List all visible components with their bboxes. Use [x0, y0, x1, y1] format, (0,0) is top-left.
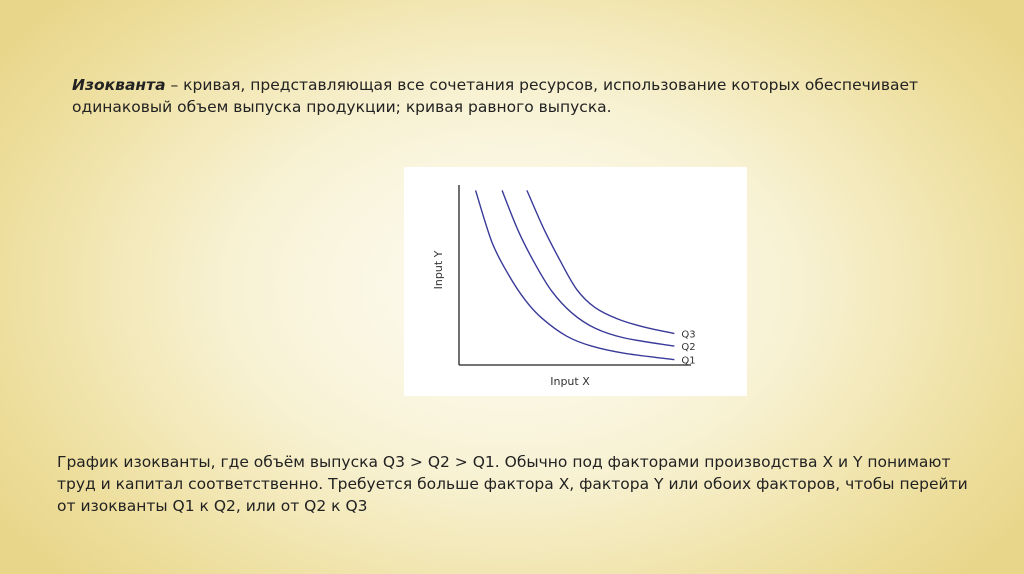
isoquant-line-q1: [476, 190, 675, 359]
isoquant-chart: [404, 167, 747, 396]
isoquant-line-q3: [527, 190, 675, 333]
definition-paragraph: [72, 74, 952, 118]
isoquant-line-q2: [502, 190, 674, 346]
x-axis-label: Input X: [550, 375, 590, 388]
caption-paragraph: График изокванты, где объём выпуска Q3 > Q2 > Q1. Обычно под факторами производства X и Y понимают труд и капитал соответственно. Требуется больше фактора X, фактора Y или обоих факторов, чтобы перейти от изокванты Q1 к Q2, или от Q2 к Q3: [57, 453, 968, 515]
definition-text: – кривая, представляющая все сочетания ресурсов, использование которых обеспечивает одинаковый объем выпуска продукции; кривая равного выпуска.: [72, 76, 919, 116]
series-label-q3: Q3: [681, 329, 696, 341]
definition-term: Изокванта: [72, 76, 166, 94]
series-label-q2: Q2: [681, 342, 696, 354]
series-label-q1: Q1: [681, 355, 696, 367]
y-axis-label: Input Y: [432, 250, 445, 290]
isoquant-chart-svg: [404, 167, 747, 396]
series-layer: [476, 190, 696, 366]
